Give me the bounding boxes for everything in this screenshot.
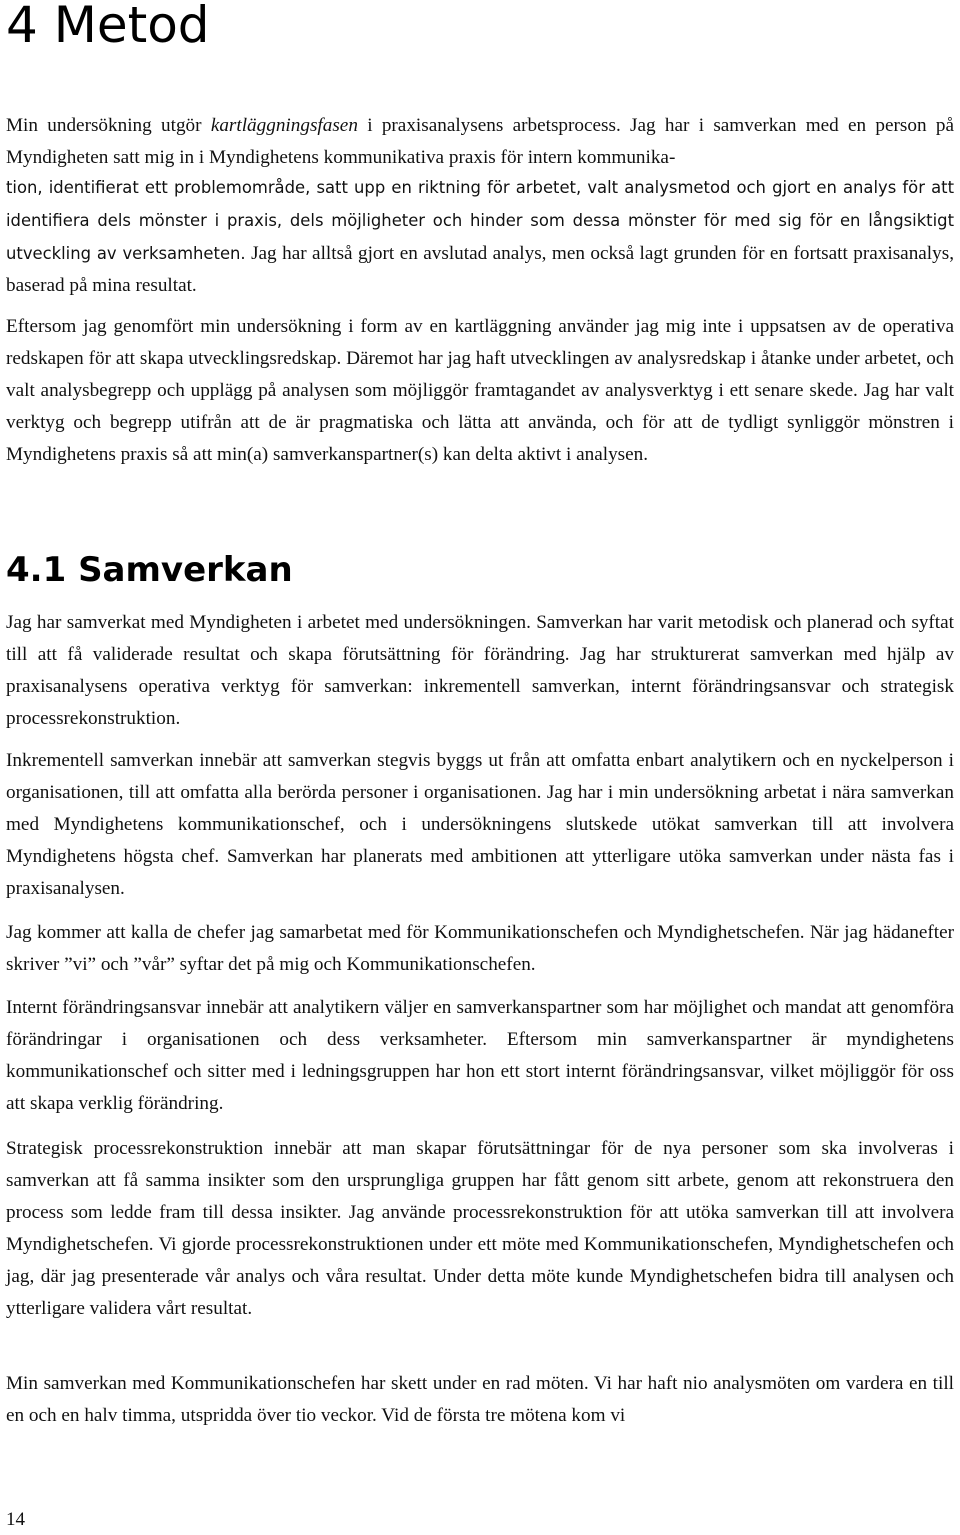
intro-italic-term: kartläggningsfasen [210, 115, 358, 136]
page-number: 14 [6, 1509, 25, 1530]
intro-text-b: i praxisanalysens arbetsprocess. Jag har i samverkan med en person på Myndigheten satt mig in i Myndighetens kommunikativa praxis för intern kommunika- [6, 115, 954, 168]
intro-paragraph-1-serif [6, 110, 954, 174]
section-paragraph-3: Jag kommer att kalla de chefer jag samarbetat med för Kommunikationschefen och Myndighetschefen. När jag hädanefter skriver ”vi” och ”vår” syftar det på mig och Kommunikationschefen. [6, 922, 954, 975]
section-paragraph-6: Min samverkan med Kommunikationschefen har skett under en rad möten. Vi har haft nio analysmöten om vardera en till en och en halv timma, utspridda över tio veckor. Vid de första tre mötena kom vi [6, 1373, 954, 1426]
intro-text-c: Jag har alltså gjort en avslutad analys, men också lagt grunden för en fortsatt praxisanalys, baserad på mina resultat. [6, 242, 954, 297]
section-paragraph-2: Inkrementell samverkan innebär att samverkan stegvis byggs ut från att omfatta enbart analytikern och en nyckelperson i organisationen, till att omfatta alla berörda personer i organisationen. Jag har i min undersökning arbetat i nära samverkan med Myndighetens kommunikationschef, och i undersökningens slutskede utökat samverkan till att involvera Myndighetens högsta chef. Samverkan har planerats med ambitionen att ytterligare utöka samverkan under nästa fas i praxisanalysen. [6, 750, 954, 899]
intro-paragraph-2: Eftersom jag genomfört min undersökning i form av en kartläggning använder jag mig inte i uppsatsen av de operativa redskapen för att skapa utvecklingsredskap. Däremot har jag haft utvecklingen av analysredskap i åtanke under arbetet, och valt analysbegrepp och upplägg på analysen som möjliggör framtagandet av analysverktyg i ett senare skede. Jag har valt verktyg och begrepp utifrån att de är pragmatiska och lätta att använda, och för att de tydligt synliggör mönstren i Myndighetens praxis så att min(a) samverkanspartner(s) kan delta aktivt i analysen. [6, 316, 954, 465]
intro-paragraph-1-sans [6, 172, 954, 303]
section-paragraph-4: Internt förändringsansvar innebär att analytikern väljer en samverkanspartner som har möjlighet och mandat att genomföra förändringar i organisationen och dess verksamheter. Eftersom min samverkanspartner är myndighetens kommunikationschef och sitter med i ledningsgruppen har hon ett stort internt förändringsansvar, vilket möjliggör för oss att skapa verklig förändring. [6, 997, 954, 1114]
intro-text-a: Min undersökning utgör [6, 115, 211, 136]
intro-paragraph-1 [6, 110, 954, 303]
section-title: 4.1 Samverkan [6, 550, 293, 590]
chapter-title: 4 Metod [6, 0, 210, 54]
intro-sans-text: tion, identifierat ett problemområde, satt upp en riktning för arbetet, valt analysmetod och gjort en analys för att identifiera dels mönster i praxis, dels möjligheter och hinder som dessa mönster för med sig för en långsiktigt utveckling av verksamheten. [6, 178, 954, 263]
section-paragraph-1: Jag har samverkat med Myndigheten i arbetet med undersökningen. Samverkan har varit metodisk och planerad och syftat till att få validerade resultat och skapa förutsättning för förändring. Jag har strukturerat samverkan med hjälp av praxisanalysens operativa verktyg för samverkan: inkrementell samverkan, internt förändringsansvar och strategisk processrekonstruktion. [6, 612, 954, 729]
section-paragraph-5: Strategisk processrekonstruktion innebär att man skapar förutsättningar för de nya personer som ska involveras i samverkan att få samma insikter som den ursprungliga gruppen har fått genom sitt arbete, genom att rekonstruera den process som ledde fram till dessa insikter. Jag använde processrekonstruktion för att utöka samverkan till att involvera Myndighetschefen. Vi gjorde processrekonstruktionen under ett möte med Kommunikationschefen, Myndighetschefen och jag, där jag presenterade vår analys och våra resultat. Under detta möte kunde Myndighetschefen bidra till analysen och ytterligare validera vårt resultat. [6, 1138, 954, 1319]
